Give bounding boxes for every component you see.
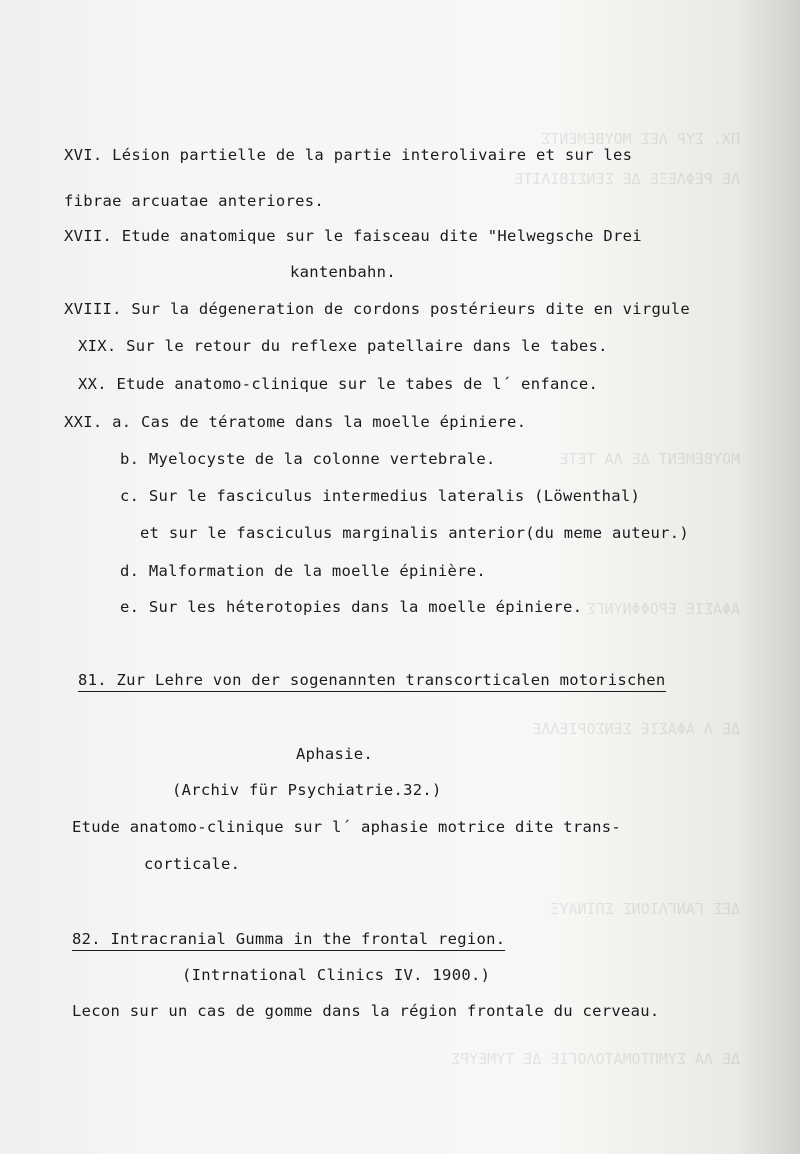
entry-81-note-line1: Etude anatomo-clinique sur l´ aphasie motrice dite trans- — [72, 818, 622, 836]
entry-xxi-a: XXI. a. Cas de tératome dans la moelle épiniere. — [64, 413, 527, 431]
entry-81-source: (Archiv für Psychiatrie.32.) — [172, 781, 442, 799]
entry-xix: XIX. Sur le retour du reflexe patellaire dans le tabes. — [78, 337, 608, 355]
entry-xvi-line2: fibrae arcuatae anteriores. — [64, 192, 325, 210]
entry-82-title: 82. Intracranial Gumma in the frontal region. — [72, 930, 505, 951]
entry-xviii: XVIII. Sur la dégeneration de cordons postérieurs dite en virgule — [64, 300, 691, 318]
entry-82-note: Lecon sur un cas de gomme dans la région frontale du cerveau. — [72, 1002, 660, 1020]
entry-81-title-line2: Aphasie. — [296, 745, 374, 763]
entry-xxi-c-line2: et sur le fasciculus marginalis anterior(du meme auteur.) — [140, 524, 690, 542]
entry-xvii-line1: XVII. Etude anatomique sur le faisceau dite "Helwegsche Drei — [64, 227, 642, 245]
entry-xxi-d: d. Malformation de la moelle épinière. — [120, 562, 487, 580]
bleed-through-text: ΠΧ. ΣΥΡ ΛΕΣ ΜΟΥΒΕΜΕΝΤΣ ΛΕ ΡΕΦΛΕΞΕ ΔΕ ΣΕΝΣΙΒΙΛΙΤΕ ΜΟΥΒΕΜΕΝΤ ΔΕ ΛΑ ΤΕΤΕ ΑΦΑΣΙΕ ΕΡΟΦΦΝΥΝΓΣ ΔΕ Λ ΑΦΑΣΙΕ ΣΕΝΣΟΡΙΕΛΛΕ ΔΕΣ ΓΑΝΓΛΙΟΝΣ ΣΠΙΝΑΥΞ ΔΕ ΛΑ ΣΥΜΠΤΟΜΑΤΟΛΟΓΙΕ ΔΕ ΤΥΜΕΥΡΣ — [451, 130, 740, 1068]
entry-xvii-line2: kantenbahn. — [290, 263, 396, 281]
entry-xxi-e: e. Sur les héterotopies dans la moelle épiniere. — [120, 598, 583, 616]
entry-81-title-line1: 81. Zur Lehre von der sogenannten transcorticalen motorischen — [78, 671, 666, 692]
entry-xx: XX. Etude anatomo-clinique sur le tabes de l´ enfance. — [78, 375, 599, 393]
entry-xxi-b: b. Myelocyste de la colonne vertebrale. — [120, 450, 496, 468]
entry-xxi-c-line1: c. Sur le fasciculus intermedius lateralis (Löwenthal) — [120, 487, 641, 505]
entry-xvi-line1: XVI. Lésion partielle de la partie interolivaire et sur les — [64, 146, 633, 164]
entry-82-source: (Intrnational Clinics IV. 1900.) — [182, 966, 491, 984]
entry-81-note-line2: corticale. — [144, 855, 241, 873]
